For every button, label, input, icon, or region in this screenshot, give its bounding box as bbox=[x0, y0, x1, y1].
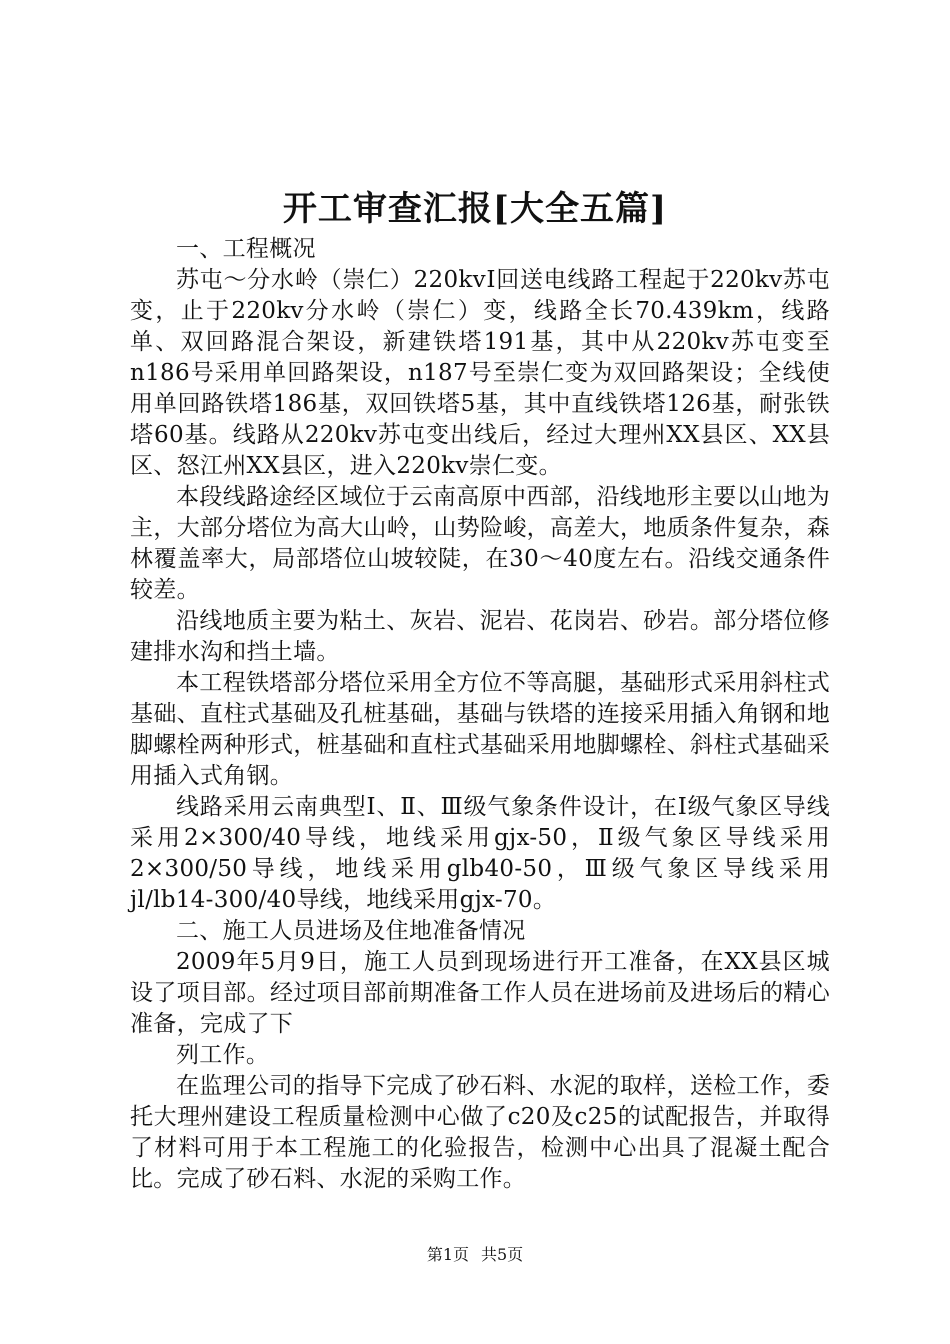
paragraph-terrain: 本段线路途经区域位于云南高原中西部，沿线地形主要以山地为主，大部分塔位为高大山岭，山势险峻，高差大，地质条件复杂，森林覆盖率大，局部塔位山坡较陡，在30～40度左右。沿线交通条件较差。 bbox=[130, 484, 830, 603]
page-number: 第1页 bbox=[426, 1245, 469, 1264]
page-footer bbox=[0, 1244, 950, 1266]
paragraph-work-list: 列工作。 bbox=[176, 1042, 270, 1068]
paragraph-conductor: 线路采用云南典型Ⅰ、Ⅱ、Ⅲ级气象条件设计，在Ⅰ级气象区导线采用2×300/40导线，地线采用gjx-50，Ⅱ级气象区导线采用2×300/50导线，地线采用glb40-50，Ⅲ级气象区导线采用jl/lb14-300/40导线，地线采用gjx-70。 bbox=[130, 794, 830, 913]
section-heading-staffing: 二、施工人员进场及住地准备情况 bbox=[176, 918, 526, 944]
section-heading-overview: 一、工程概况 bbox=[176, 236, 316, 262]
paragraph-preparation: 2009年5月9日，施工人员到现场进行开工准备，在XX县区城设了项目部。经过项目部前期准备工作人员在进场前及进场后的精心准备，完成了下 bbox=[130, 949, 830, 1037]
document-title: 开工审查汇报[大全五篇] bbox=[282, 189, 668, 229]
paragraph-geology: 沿线地质主要为粘土、灰岩、泥岩、花岗岩、砂岩。部分塔位修建排水沟和挡土墙。 bbox=[130, 608, 830, 665]
document-body bbox=[130, 234, 830, 1195]
paragraph-project-summary: 苏屯～分水岭（崇仁）220kvⅠ回送电线路工程起于220kv苏屯变，止于220kv分水岭（崇仁）变，线路全长70.439km，线路单、双回路混合架设，新建铁塔191基，其中从220kv苏屯变至n186号采用单回路架设，n187号至崇仁变为双回路架设；全线使用单回路铁塔186基，双回铁塔5基，其中直线铁塔126基，耐张铁塔60基。线路从220kv苏屯变出线后，经过大理州XX县区、XX县区、怒江州XX县区，进入220kv崇仁变。 bbox=[130, 267, 830, 479]
paragraph-foundation: 本工程铁塔部分塔位采用全方位不等高腿，基础形式采用斜柱式基础、直柱式基础及孔桩基础，基础与铁塔的连接采用插入角钢和地脚螺栓两种形式，桩基础和直柱式基础采用地脚螺栓、斜柱式基础采用插入式角钢。 bbox=[130, 670, 830, 789]
paragraph-materials: 在监理公司的指导下完成了砂石料、水泥的取样，送检工作，委托大理州建设工程质量检测中心做了c20及c25的试配报告，并取得了材料可用于本工程施工的化验报告，检测中心出具了混凝土配合比。完成了砂石料、水泥的采购工作。 bbox=[130, 1073, 830, 1192]
page-total: 共5页 bbox=[481, 1245, 524, 1264]
